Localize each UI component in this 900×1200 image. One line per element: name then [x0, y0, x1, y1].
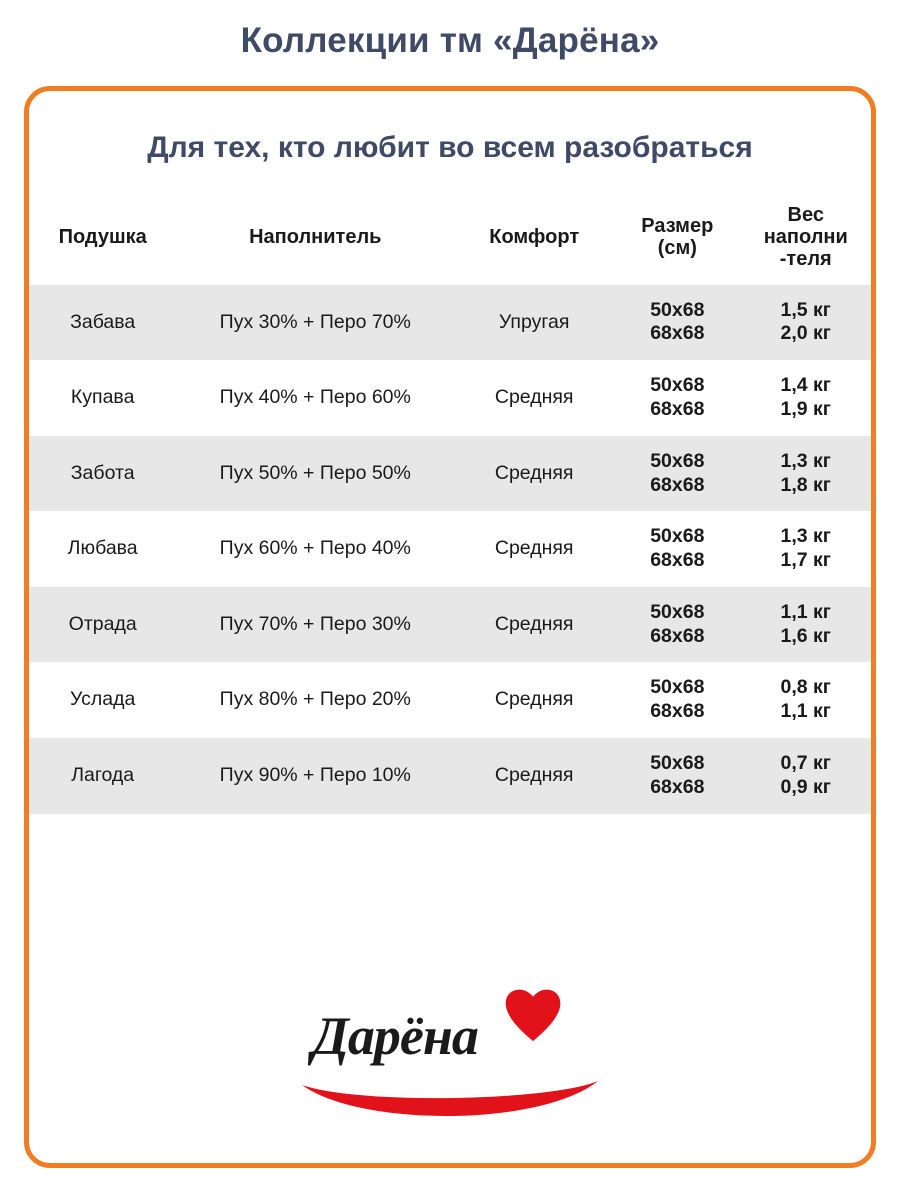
cell-weight-line2: 2,0 кг [780, 322, 831, 345]
brand-logo [29, 979, 871, 1139]
cell-weight-line2: 1,8 кг [780, 473, 831, 496]
column-header-weight [740, 198, 871, 285]
cell-size-line1: 50х68 [650, 374, 705, 397]
cell-pillow: Любава [67, 537, 138, 560]
column-header-filler: Наполнитель [249, 225, 382, 248]
cell-pillow: Забота [70, 461, 135, 484]
cell-size-line1: 50х68 [650, 676, 705, 699]
table-header-row [29, 198, 871, 285]
logo-wordmark: Дарёна [312, 1006, 478, 1066]
cell-size-line2: 68х68 [650, 322, 705, 345]
cell-size-line2: 68х68 [650, 473, 705, 496]
table-row [29, 360, 871, 436]
column-header-weight-line3: -теля [779, 248, 832, 271]
cell-comfort: Средняя [494, 763, 574, 786]
cell-weight-line1: 1,3 кг [780, 449, 831, 472]
heart-icon [502, 985, 564, 1043]
cell-pillow: Отрада [68, 612, 137, 635]
cell-weight-line1: 1,3 кг [780, 525, 831, 548]
cell-weight-line2: 1,1 кг [780, 700, 831, 723]
cell-pillow: Лагода [71, 763, 135, 786]
column-header-weight-line2: наполни [763, 225, 848, 248]
cell-comfort: Упругая [498, 310, 570, 333]
table-row [29, 285, 871, 361]
column-header-size-line2: (см) [657, 237, 697, 260]
cell-size [614, 511, 740, 587]
cell-pillow: Купава [70, 386, 135, 409]
cell-weight [740, 436, 871, 512]
cell-size-line1: 50х68 [650, 752, 705, 775]
cell-weight [740, 285, 871, 361]
cell-size [614, 285, 740, 361]
cell-comfort: Средняя [494, 612, 574, 635]
card-subtitle: Для тех, кто любит во всем разобраться [147, 131, 753, 164]
column-header-weight-line1: Вес [787, 203, 824, 226]
cell-filler: Пух 60% + Перо 40% [219, 537, 411, 560]
cell-filler: Пух 50% + Перо 50% [219, 461, 411, 484]
cell-filler: Пух 80% + Перо 20% [219, 688, 411, 711]
cell-weight [740, 360, 871, 436]
cell-size-line2: 68х68 [650, 549, 705, 572]
cell-weight-line1: 0,7 кг [780, 752, 831, 775]
cell-size-line1: 50х68 [650, 298, 705, 321]
cell-size-line2: 68х68 [650, 775, 705, 798]
column-header-size [614, 198, 740, 285]
cell-size-line2: 68х68 [650, 624, 705, 647]
table-row [29, 436, 871, 512]
swoosh-icon [300, 1075, 600, 1121]
cell-weight-line2: 1,7 кг [780, 549, 831, 572]
cell-size-line1: 50х68 [650, 600, 705, 623]
table-header [29, 198, 871, 285]
cell-size-line2: 68х68 [650, 700, 705, 723]
specs-table [29, 198, 871, 814]
cell-weight [740, 587, 871, 663]
table-row [29, 662, 871, 738]
column-header-size-line1: Размер [641, 214, 714, 237]
cell-size [614, 662, 740, 738]
cell-size-line2: 68х68 [650, 398, 705, 421]
cell-filler: Пух 40% + Перо 60% [219, 386, 411, 409]
cell-weight-line2: 1,6 кг [780, 624, 831, 647]
cell-comfort: Средняя [494, 461, 574, 484]
cell-pillow: Услада [70, 688, 136, 711]
table-row [29, 511, 871, 587]
cell-comfort: Средняя [494, 688, 574, 711]
cell-filler: Пух 70% + Перо 30% [219, 612, 411, 635]
cell-weight-line1: 1,4 кг [780, 374, 831, 397]
table-row [29, 738, 871, 814]
cell-weight [740, 511, 871, 587]
cell-weight-line1: 0,8 кг [780, 676, 831, 699]
cell-comfort: Средняя [494, 386, 574, 409]
cell-filler: Пух 30% + Перо 70% [219, 310, 411, 333]
table-row [29, 587, 871, 663]
cell-size [614, 587, 740, 663]
cell-weight-line2: 1,9 кг [780, 398, 831, 421]
cell-size-line1: 50х68 [650, 525, 705, 548]
cell-pillow: Забава [70, 310, 136, 333]
cell-size [614, 436, 740, 512]
cell-weight-line1: 1,1 кг [780, 600, 831, 623]
cell-weight-line2: 0,9 кг [780, 775, 831, 798]
cell-size [614, 738, 740, 814]
cell-weight-line1: 1,5 кг [780, 298, 831, 321]
cell-size-line1: 50х68 [650, 449, 705, 472]
column-header-comfort: Комфорт [489, 225, 580, 248]
table-body [29, 285, 871, 814]
cell-comfort: Средняя [494, 537, 574, 560]
cell-weight [740, 738, 871, 814]
cell-size [614, 360, 740, 436]
column-header-pillow: Подушка [58, 225, 147, 248]
cell-weight [740, 662, 871, 738]
cell-filler: Пух 90% + Перо 10% [219, 763, 411, 786]
spec-card [24, 86, 876, 1168]
page-title: Коллекции тм «Дарёна» [240, 21, 660, 60]
